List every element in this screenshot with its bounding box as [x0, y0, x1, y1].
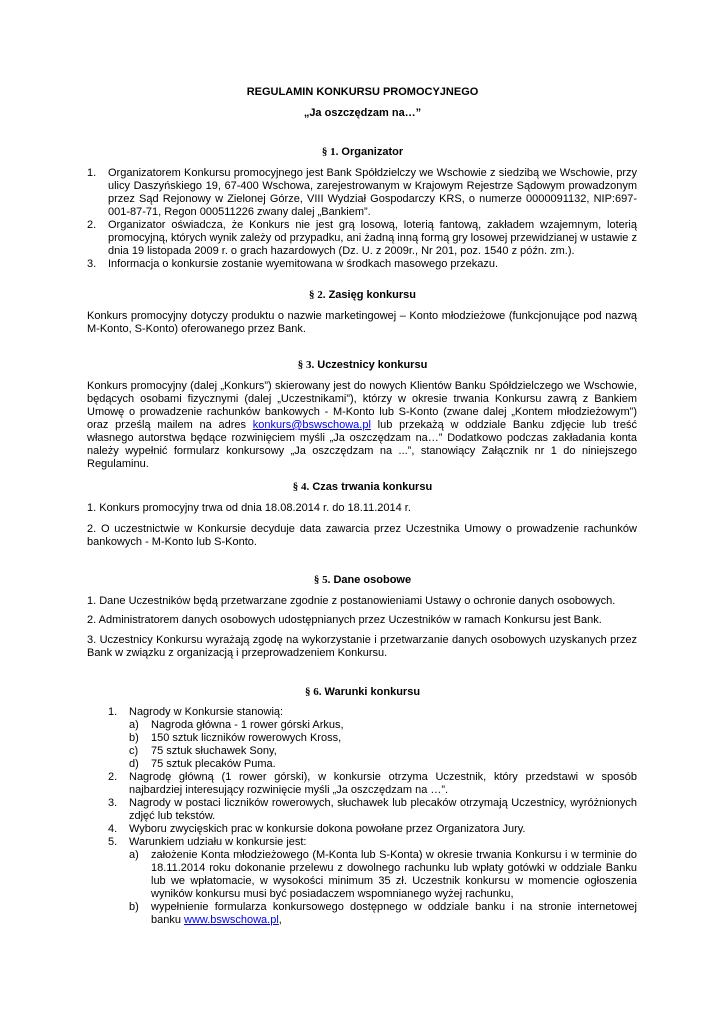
section-title: Czas trwania konkursu [312, 481, 433, 493]
list-number: 1. [108, 706, 118, 718]
section-sign: § 1. [321, 146, 339, 158]
section-2-heading [0, 289, 725, 301]
section-sign: § 2. [309, 289, 326, 301]
section-sign: § 5. [313, 574, 331, 586]
list-item: Nagrody w postaci liczników rowerowych, słuchawek lub plecaków otrzymają Uczestnicy, wyróżnionych zdjęć lub tekstów. [129, 797, 637, 822]
list-item: Informacja o konkursie zostanie wyemitowana w środkach masowego przekazu. [108, 258, 499, 270]
list-number: 1. [87, 167, 97, 179]
list-number: 2. [87, 219, 97, 231]
sublist-item: założenie Konta młodzieżowego (M-Konta lub S-Konta) w okresie trwania Konkursu i w terminie do 18.11.2014 roku dokonanie przelewu z dowolnego rachunku lub wpłaty gotówki w oddziale Banku lub we wpłatomacie, w wysokości minimum 35 zł. Uczestnik konkursu w momencie ogłoszenia wyników konkursu musi być posiadaczem wspomnianego wyżej rachunku, [151, 849, 637, 900]
sublist-letter: d) [129, 758, 139, 770]
section-5-paragraph-3: 3. Uczestnicy Konkursu wyrażają zgodę na wykorzystanie i przetwarzanie danych osobowych uzyskanych przez Bank w związku z organizacją i przeprowadzeniem Konkursu. [87, 634, 637, 659]
paragraph-text: lub przekażą w oddziale Banku zdjęcie lub treść własnego autorstwa będące rozwinięciem myśli „Ja oszczędzam na…” Dodatkowo podczas zakładania konta należy wypełnić formularz konkursowy „Ja oszczędzam na ...”, stanowiący Załącznik nr 1 do niniejszego Regulaminu. [87, 419, 637, 470]
section-title: Zasięg konkursu [328, 289, 416, 301]
sublist-item: 150 sztuk liczników rowerowych Kross, [151, 732, 342, 744]
paragraph-text: , [278, 914, 282, 926]
section-6-heading [0, 686, 725, 698]
section-4-paragraph-2: 2. O uczestnictwie w Konkursie decyduje data zawarcia przez Uczestnika Umowy o prowadzenie rachunków bankowych - M-Konto lub S-Konto. [87, 523, 637, 548]
section-sign: § 3. [297, 359, 315, 371]
section-sign: § 4. [292, 481, 310, 493]
section-title: Uczestnicy konkursu [317, 359, 428, 371]
sublist-letter: a) [129, 849, 139, 861]
document-subtitle: „Ja oszczędzam na…” [303, 107, 422, 119]
sublist-item [151, 901, 637, 927]
section-sign: § 6. [304, 686, 322, 698]
email-link[interactable]: konkurs@bswschowa.pl [252, 419, 371, 431]
document-title: REGULAMIN KONKURSU PROMOCYJNEGO [246, 86, 479, 98]
list-number: 5. [108, 836, 118, 848]
section-title: Dane osobowe [333, 574, 412, 586]
list-item: Warunkiem udziału w konkursie jest: [129, 836, 307, 848]
sublist-item: Nagroda główna - 1 rower górski Arkus, [151, 719, 344, 731]
sublist-item: 75 sztuk słuchawek Sony, [151, 745, 277, 757]
section-title: Warunki konkursu [324, 686, 421, 698]
sublist-item: 75 sztuk plecaków Puma. [151, 758, 276, 770]
section-4-paragraph-1: 1. Konkurs promocyjny trwa od dnia 18.08.2014 r. do 18.11.2014 r. [87, 502, 411, 514]
sublist-letter: b) [129, 901, 139, 913]
list-number: 4. [108, 823, 118, 835]
list-number: 3. [108, 797, 118, 809]
section-4-heading [0, 481, 725, 493]
section-5-paragraph-2: 2. Administratorem danych osobowych udostępnianych przez Uczestników w ramach Konkursu jest Bank. [87, 614, 602, 626]
section-5-heading [0, 574, 725, 586]
list-item: Organizator oświadcza, że Konkurs nie jest grą losową, loterią fantową, zakładem wzajemnym, loterią promocyjną, których wynik zależy od przypadku, ani żadną inną formą gry losowej przewidzianej w ustawie z dnia 19 listopada 2009 r. o grach hazardowych (Dz. U. z 2009r., Nr 201, poz. 1540 z późn. zm.). [108, 219, 637, 257]
list-item: Wyboru zwycięskich prac w konkursie dokona powołane przez Organizatora Jury. [129, 823, 526, 835]
paragraph-text: wypełnienie formularza konkursowego dostępnego w oddziale banku i na stronie internetowej banku [151, 901, 637, 926]
sublist-letter: b) [129, 732, 139, 744]
list-number: 2. [108, 771, 118, 783]
section-3-heading [0, 359, 725, 371]
section-3-text [87, 380, 637, 471]
paragraph-text: Konkurs promocyjny (dalej „Konkurs”) skierowany jest do nowych Klientów Banku Spółdzielczego we Wschowie, będących osobami fizycznymi (dalej „Uczestnikami”), którzy w okresie trwania Konkursu zawrą z Bankiem Umowę o prowadzenie rachunków bankowych - M-Konto lub S-Konto (zwane dalej „Kontem młodzieżowym”) oraz prześlą mailem na adres [87, 380, 637, 431]
list-number: 3. [87, 258, 97, 270]
sublist-letter: a) [129, 719, 139, 731]
list-item: Nagrody w Konkursie stanowią: [129, 706, 284, 718]
list-item: Nagrodę główną (1 rower górski), w konkursie otrzyma Uczestnik, który przedstawi w sposób najbardziej interesujący rozwinięcie myśli „Ja oszczędzam na …”. [129, 771, 637, 796]
section-5-paragraph-1: 1. Dane Uczestników będą przetwarzane zgodnie z postanowieniami Ustawy o ochronie danych osobowych. [87, 595, 616, 607]
sublist-letter: c) [129, 745, 139, 757]
section-2-text: Konkurs promocyjny dotyczy produktu o nazwie marketingowej – Konto młodzieżowe (funkcjonujące pod nazwą M-Konto, S-Konto) oferowanego przez Bank. [87, 310, 637, 335]
list-item: Organizatorem Konkursu promocyjnego jest Bank Spółdzielczy we Wschowie z siedzibą we Wschowie, przy ulicy Daszyńskiego 19, 67-400 Wschowa, zarejestrowanym w Krajowym Rejestrze Sądowym prowadzonym przez Sąd Rejonowy w Zielonej Górze, VIII Wydział Gospodarczy KRS, o numerze 0000091132, NIP:697-001-87-71, Regon 000511226 zwany dalej „Bankiem”. [108, 167, 637, 218]
website-link[interactable]: www.bswschowa.pl [184, 914, 279, 926]
section-title: Organizator [341, 146, 404, 158]
section-1-heading [0, 146, 725, 158]
